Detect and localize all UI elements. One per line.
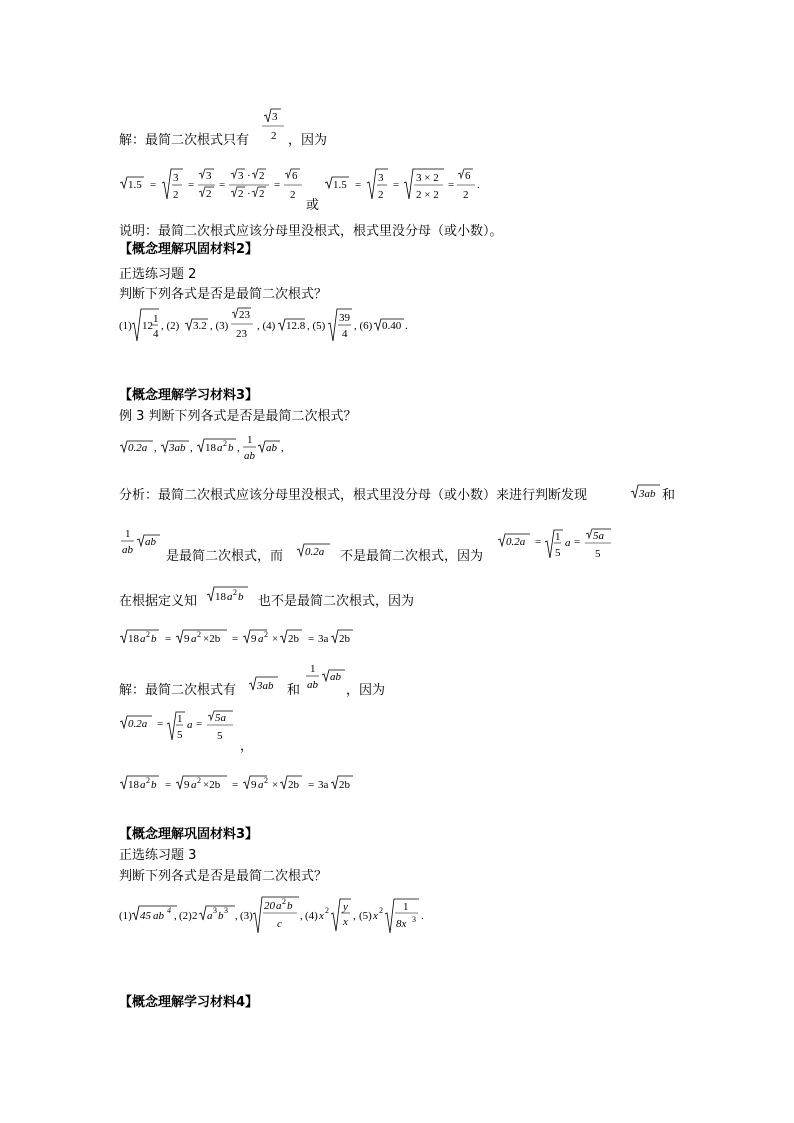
value: 18 bbox=[215, 591, 226, 603]
value: 20 bbox=[264, 900, 275, 912]
value: 1.5 bbox=[128, 179, 142, 191]
var: b bbox=[218, 910, 224, 922]
times: × bbox=[272, 633, 279, 645]
dot: · bbox=[247, 188, 251, 200]
digit: 2 bbox=[173, 189, 179, 201]
dot: · bbox=[247, 170, 251, 182]
var: ab bbox=[244, 450, 255, 462]
analysis-text: 不是最简二次根式，因为 bbox=[340, 549, 484, 564]
section-heading: 【概念理解巩固材料3】 bbox=[119, 827, 259, 842]
exercise-title: 正选练习题 3 bbox=[119, 848, 197, 863]
value: 18 bbox=[128, 633, 139, 645]
analysis-text: 在根据定义知 bbox=[119, 594, 198, 609]
sup: 2 bbox=[146, 776, 150, 785]
var: b bbox=[151, 779, 157, 791]
sup: 2 bbox=[197, 776, 201, 785]
equals: = bbox=[355, 179, 362, 191]
sqrt-3ab bbox=[630, 481, 666, 503]
because-text: ，因为 bbox=[288, 133, 328, 148]
frac-1-over-ab-sqrt-ab bbox=[119, 525, 169, 563]
equation-sqrt1-5-alt bbox=[324, 166, 494, 214]
sqrt-18a2b bbox=[206, 585, 256, 607]
digit: 2 bbox=[378, 189, 384, 201]
digit: 2 bbox=[238, 188, 244, 200]
value: 9 bbox=[251, 633, 257, 645]
digit: 1 bbox=[403, 901, 409, 913]
analysis-text: 也不是最简二次根式，因为 bbox=[258, 594, 415, 609]
var: a bbox=[276, 900, 282, 912]
digit: 2 bbox=[259, 188, 265, 200]
value: 39 bbox=[339, 312, 350, 324]
var: a bbox=[258, 633, 264, 645]
value: 23 bbox=[236, 328, 247, 340]
digit: 1 bbox=[177, 713, 183, 725]
sup: 2 bbox=[325, 906, 329, 915]
sup: 2 bbox=[233, 588, 237, 597]
label: , (2) bbox=[161, 320, 180, 332]
digit: 2 bbox=[271, 130, 277, 142]
digit: 2 bbox=[463, 189, 469, 201]
comma: , bbox=[190, 442, 193, 454]
times: × bbox=[272, 779, 279, 791]
equals: = bbox=[188, 179, 195, 191]
digit: 2 bbox=[259, 170, 265, 182]
exercise-prompt: 判断下列各式是否是最简二次根式？ bbox=[119, 287, 328, 302]
comma: , bbox=[300, 910, 303, 922]
comma: , bbox=[235, 910, 238, 922]
var: a bbox=[207, 910, 213, 922]
value: 3ab bbox=[169, 442, 186, 454]
equation-sqrt-0-2a bbox=[119, 710, 249, 752]
value: 2b bbox=[339, 779, 350, 791]
var: ab bbox=[153, 910, 164, 922]
value: 3.2 bbox=[193, 320, 207, 332]
digit: 3 bbox=[378, 172, 384, 184]
comma: , bbox=[353, 910, 356, 922]
var: a bbox=[258, 779, 264, 791]
digit: 1 bbox=[153, 313, 159, 325]
var: x bbox=[319, 910, 324, 922]
value: 3a bbox=[318, 779, 329, 791]
and-text: 和 bbox=[662, 488, 676, 503]
var: b bbox=[151, 633, 157, 645]
value: 0.2a bbox=[128, 718, 148, 730]
product: 3 × 2 bbox=[416, 172, 439, 184]
label: (1) bbox=[119, 320, 132, 332]
digit: 4 bbox=[342, 328, 348, 340]
value: 5a bbox=[593, 530, 604, 542]
label: (1) bbox=[119, 910, 132, 922]
sup: 4 bbox=[167, 906, 171, 915]
exercise2-expressions bbox=[119, 305, 479, 349]
and-text: 和 bbox=[287, 683, 301, 698]
digit: 3 bbox=[206, 170, 212, 182]
digit: 5 bbox=[217, 730, 223, 742]
value: 3ab bbox=[257, 680, 274, 692]
solution-text: 解：最简二次根式有 bbox=[119, 683, 237, 698]
value: 9 bbox=[184, 633, 190, 645]
digit: 5 bbox=[555, 547, 561, 559]
period: . bbox=[405, 320, 408, 332]
var: a bbox=[565, 537, 571, 549]
equation-18a2b bbox=[119, 772, 389, 796]
comma: , bbox=[174, 910, 177, 922]
sup: 3 bbox=[213, 906, 217, 915]
var: x bbox=[343, 916, 348, 928]
equals: = bbox=[274, 179, 281, 191]
var: x bbox=[373, 910, 378, 922]
comma: , bbox=[154, 442, 157, 454]
value: 2b bbox=[288, 633, 299, 645]
or-text: 或 bbox=[306, 198, 320, 213]
example3-expressions bbox=[119, 431, 339, 469]
var: a bbox=[191, 779, 197, 791]
value: 12 bbox=[142, 320, 153, 332]
digit: 6 bbox=[465, 170, 471, 182]
var: b bbox=[228, 442, 234, 454]
sup: 3 bbox=[224, 906, 228, 915]
label: (5) bbox=[359, 910, 372, 922]
product: 2 × 2 bbox=[416, 189, 439, 201]
equals: = bbox=[232, 779, 239, 791]
label: (4) bbox=[305, 910, 318, 922]
digit: 2 bbox=[206, 188, 212, 200]
value: 3a bbox=[318, 633, 329, 645]
var: ab bbox=[330, 671, 341, 683]
var: a bbox=[227, 591, 233, 603]
digit: 1 bbox=[310, 663, 316, 675]
digit: 1 bbox=[125, 528, 131, 540]
label: , (3) bbox=[210, 320, 229, 332]
digit: 2 bbox=[192, 910, 198, 922]
section-heading: 【概念理解学习材料4】 bbox=[119, 995, 259, 1010]
equals: = bbox=[574, 536, 581, 548]
digit: 3 bbox=[238, 170, 244, 182]
var: a bbox=[140, 633, 146, 645]
value: 12.8 bbox=[286, 320, 306, 332]
sup: 2 bbox=[197, 630, 201, 639]
equals: = bbox=[393, 179, 400, 191]
value: 23 bbox=[239, 309, 250, 321]
var: a bbox=[140, 779, 146, 791]
equation-18a2b bbox=[119, 626, 389, 650]
sup: 2 bbox=[146, 630, 150, 639]
value: 0.40 bbox=[382, 320, 402, 332]
digit: 5 bbox=[177, 729, 183, 741]
var: b bbox=[287, 900, 293, 912]
value: 9 bbox=[251, 779, 257, 791]
var: c bbox=[277, 918, 282, 930]
example-prompt: 例 3 判断下列各式是否是最简二次根式？ bbox=[119, 409, 357, 424]
var: a bbox=[187, 719, 193, 731]
sqrt-0-2a bbox=[296, 540, 332, 562]
value: 8x bbox=[396, 918, 407, 930]
var: a bbox=[191, 633, 197, 645]
equals: = bbox=[157, 718, 164, 730]
value: ×2b bbox=[203, 633, 221, 645]
label: , (4) bbox=[257, 320, 276, 332]
section-heading: 【概念理解学习材料3】 bbox=[119, 388, 259, 403]
value: 0.2a bbox=[506, 536, 526, 548]
var: y bbox=[343, 901, 348, 913]
var: ab bbox=[145, 536, 156, 548]
section-heading: 【概念理解巩固材料2】 bbox=[119, 242, 259, 257]
period: . bbox=[477, 179, 480, 191]
digit: 3 bbox=[272, 111, 278, 123]
period: . bbox=[421, 910, 424, 922]
label: (2) bbox=[179, 910, 192, 922]
label: (3) bbox=[240, 910, 253, 922]
because-text: ，因为 bbox=[346, 683, 386, 698]
sup: 2 bbox=[282, 897, 286, 906]
value: 9 bbox=[184, 779, 190, 791]
var: ab bbox=[307, 679, 318, 691]
value: 5a bbox=[215, 712, 226, 724]
equals: = bbox=[308, 633, 315, 645]
label: , (5) bbox=[307, 320, 326, 332]
equals: = bbox=[150, 179, 157, 191]
value: 18 bbox=[205, 442, 216, 454]
sup: 2 bbox=[264, 630, 268, 639]
comma: , bbox=[281, 442, 284, 454]
value: 3ab bbox=[639, 488, 656, 500]
analysis-text: 是最简二次根式，而 bbox=[166, 549, 284, 564]
equals: = bbox=[232, 633, 239, 645]
analysis-text: 分析：最简二次根式应该分母里没根式，根式里没分母（或小数）来进行判断发现 bbox=[119, 488, 588, 503]
value: 1.5 bbox=[333, 179, 347, 191]
equals: = bbox=[165, 779, 172, 791]
equals: = bbox=[196, 718, 203, 730]
label: , (6) bbox=[354, 320, 373, 332]
var: ab bbox=[266, 442, 277, 454]
equals: = bbox=[448, 179, 455, 191]
value: 45 bbox=[140, 910, 151, 922]
sup: 3 bbox=[412, 915, 416, 924]
digit: 4 bbox=[153, 328, 159, 340]
var: a bbox=[217, 442, 223, 454]
sup: 2 bbox=[223, 439, 227, 448]
value: 0.2a bbox=[305, 546, 325, 558]
exercise-title: 正选练习题 2 bbox=[119, 267, 197, 282]
value: 2b bbox=[339, 633, 350, 645]
sqrt-3ab bbox=[248, 674, 284, 696]
digit: 1 bbox=[555, 531, 561, 543]
equals: = bbox=[219, 179, 226, 191]
sup: 2 bbox=[379, 906, 383, 915]
digit: 6 bbox=[292, 170, 298, 182]
solution-intro: 解：最简二次根式只有 bbox=[119, 133, 250, 148]
equals: = bbox=[165, 633, 172, 645]
digit: 3 bbox=[173, 172, 179, 184]
digit: 5 bbox=[595, 548, 601, 560]
comma: ， bbox=[240, 739, 254, 754]
exercise-prompt: 判断下列各式是否是最简二次根式？ bbox=[119, 869, 328, 884]
exercise3-expressions bbox=[119, 893, 459, 941]
var: ab bbox=[122, 544, 133, 556]
digit: 1 bbox=[247, 434, 253, 446]
equals: = bbox=[308, 779, 315, 791]
comma: , bbox=[237, 442, 240, 454]
value: 2b bbox=[288, 779, 299, 791]
note-text: 说明：最简二次根式应该分母里没根式，根式里没分母（或小数）。 bbox=[119, 224, 503, 239]
equals: = bbox=[535, 536, 542, 548]
digit: 2 bbox=[290, 189, 296, 201]
sup: 2 bbox=[264, 776, 268, 785]
value: 0.2a bbox=[128, 442, 148, 454]
equation-sqrt-0-2a bbox=[497, 528, 617, 570]
var: b bbox=[238, 591, 244, 603]
value: ×2b bbox=[203, 779, 221, 791]
value: 18 bbox=[128, 779, 139, 791]
